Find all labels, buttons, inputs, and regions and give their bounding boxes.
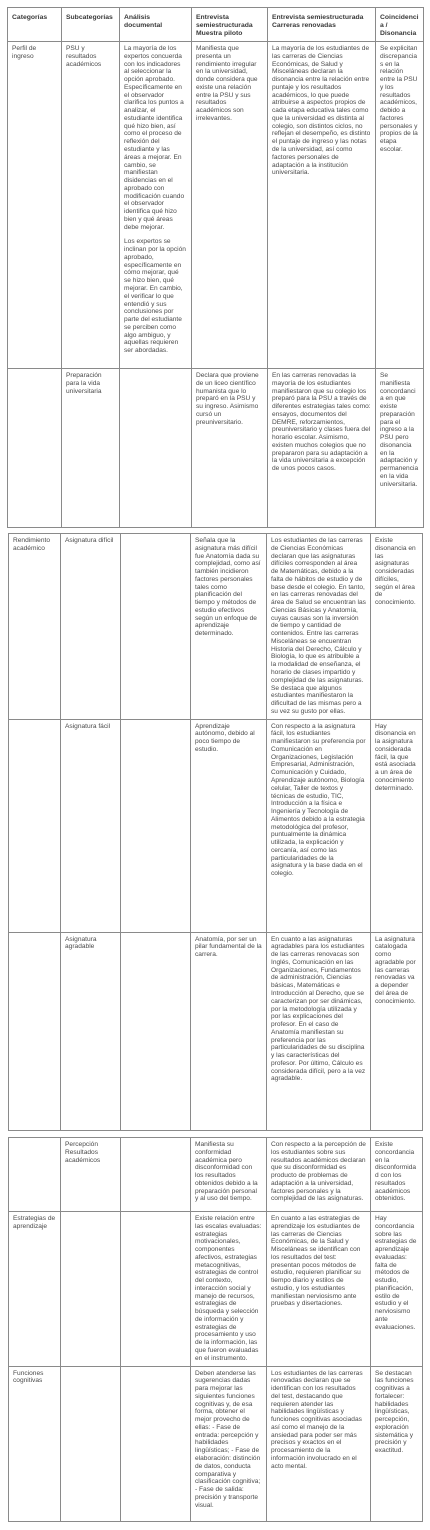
table-page-3 <box>8 1137 422 1522</box>
cell-coincidence: Se explicitan discrepancias en la relación entre la PSU y los resultados académicos, debido a factores personales y propios de la etapa escolar. <box>376 42 424 369</box>
cell-category <box>9 932 61 1130</box>
cell-renewed-interview: En cuanto a las estrategias de aprendizaje los estudiantes de las carreras de Ciencias Económicas, de la Salud y Misceláneas se identifican con los resultados del test: presentan pocos métodos de estudio, requieren planificar su tiempo diario y estilos de estudio, y los estudiantes manifiestan nerviosismo ante pruebas y disertaciones. <box>267 1212 371 1367</box>
cell-category: Funciones cognitivas <box>9 1366 61 1521</box>
cell-subcategory <box>61 1212 121 1367</box>
cell-category: Perfil de ingreso <box>8 42 62 369</box>
cell-renewed-interview: Los estudiantes de las carreras renovadas declaran que se identifican con los resultados del test, destacando que requieren atender las habilidades lingüísticas y funciones cognitivas asociadas así como el manejo de la ansiedad para poder ser más precisos y exactos en el procesamiento de la información involucrado en el acto mental. <box>267 1366 371 1521</box>
cell-renewed-interview: Con respecto a la percepción de los estudiantes sobre sus resultados académicos declaran que su disconformidad es producto de problemas de adaptación a la universidad, factores personales y la complejidad de las asignaturas. <box>267 1138 371 1212</box>
cell-pilot-interview: Existe relación entre las escalas evaluadas: estrategias motivacionales, componentes afectivos, estrategias metacognitivas, estrategias de control del contexto, interacción social y manejo de recursos, estrategias de búsqueda y selección de información y estrategias de procesamiento y uso de la información, las que fueron evaluadas en el instrumento. <box>191 1212 267 1367</box>
cell-subcategory: Preparación para la vida universitaria <box>62 369 120 528</box>
cell-document-analysis <box>121 534 191 720</box>
header-analisis-documental: Análisis documental <box>120 8 192 42</box>
cell-document-analysis <box>121 1138 191 1212</box>
cell-pilot-interview: Aprendizaje autónomo, debido al poco tiempo de estudio. <box>191 719 267 932</box>
cell-coincidence: Existe disonancia en las asignaturas consideradas difíciles, según el área de conocimiento. <box>371 534 423 720</box>
cell-subcategory: Asignatura fácil <box>61 719 121 932</box>
header-categorias: Categorías <box>8 8 62 42</box>
document-analysis-paragraph: Los expertos se inclinan por la opción aprobado, específicamente en cómo mejorar, qué se hizo bien, qué mejorar. En cambio, el verificar lo que entendió y sus conclusiones por parte del estudiante se perciben como algo ambiguo, y aquellas requieren ser abordadas. <box>124 238 186 355</box>
cell-pilot-interview: Manifiesta su conformidad académica pero disconformidad con los resultados obtenidos debido a la preparación personal y al uso del tiempo. <box>191 1138 267 1212</box>
table-row <box>9 1212 423 1367</box>
cell-coincidence: Se destacan las funciones cognitivas a fortalecer: habilidades lingüísticas, percepción, exploración sistemática y precisión y exactitud. <box>371 1366 423 1521</box>
cell-subcategory: Percepción Resultados académicos <box>61 1138 121 1212</box>
cell-document-analysis <box>120 42 192 369</box>
cell-renewed-interview: En cuanto a las asignaturas agradables para los estudiantes de las carreras renovacas son Inglés, Comunicación en las Organizaciones, Fundamentos de administración, Ciencias básicas, Matemáticas e Introducción al Derecho, que se caracterizan por ser dinámicas, por la metodología utilizada y por las explicaciones del profesor. En el caso de Anatomía manifiestan su preferencia por las particularidades de su disciplina y las características del profesor. Por último, Cálculo es considerada difícil, pero a la vez agradable. <box>267 932 371 1130</box>
cell-coincidence: Hay disonancia en la asignatura considerada fácil, la que está asociada a un área de conocimiento determinado. <box>371 719 423 932</box>
table-page-1 <box>7 7 423 528</box>
cell-category <box>9 1138 61 1212</box>
table-row <box>9 1366 423 1521</box>
cell-category <box>8 369 62 528</box>
cell-document-analysis <box>121 932 191 1130</box>
comparison-table-part-2 <box>8 533 423 1131</box>
cell-category: Rendimiento académico <box>9 534 61 720</box>
comparison-table-part-1 <box>7 7 424 528</box>
cell-renewed-interview: La mayoría de los estudiantes de las carreras de Ciencias Económicas, de Salud y Misceláneas declaran la disonancia entre la relación entre puntaje y los resultados académicos, lo que puede atribuirse a aspectos propios de cada etapa educativa tales como que la universidad es distinta al colegio, son distintos ciclos, no reflejan el desempeño, es distinto el puntaje de ingreso y las notas de la universidad, así como factores personales de adaptación a la institución universitaria. <box>268 42 376 369</box>
cell-coincidence: La asignatura catalogada como agradable por las carreras renovadas va a depender del área de conocimiento. <box>371 932 423 1130</box>
cell-renewed-interview: Con respecto a la asignatura fácil, los estudiantes manifiestaron su preferencia por Comunicación en Organizaciones, Legislación Empresarial, Administración, Comunicación y Cuidado, Aprendizaje autónomo, Biología celular, Taller de textos y técnicas de estudio, TIC, Introducción a la física e Ingeniería y Tecnología de Alimentos debido a la estrategia metodológica del profesor, puntualmente la dinámica utilizada, la explicación y cercanía, así como las particularidades de la asignatura y la base dada en el colegio. <box>267 719 371 932</box>
header-entrevista-renovadas: Entrevista semiestructurada Carreras renovadas <box>268 8 376 42</box>
cell-subcategory: Asignatura agradable <box>61 932 121 1130</box>
table-row <box>8 42 424 369</box>
table-row <box>9 719 423 932</box>
comparison-table-part-3 <box>8 1137 423 1522</box>
cell-renewed-interview: En las carreras renovadas la mayoría de los estudiantes manifiestaron que su colegio los preparó para la PSU a través de diferentes estrategias tales como: ensayos, documentos del DEMRE, reforzamientos, preuniversitario y clases fuera del horario escolar. Asimismo, existen muchos colegios que no prepararon para su adaptación a la vida universitaria a excepción de unos pocos casos. <box>268 369 376 528</box>
cell-pilot-interview: Manifiesta que presenta un rendimiento irregular en la universidad, donde considera que existe una relación entre la PSU y sus resultados académicos son irrelevantes. <box>192 42 268 369</box>
cell-subcategory: Asignatura difícil <box>61 534 121 720</box>
table-page-2 <box>8 533 422 1131</box>
cell-coincidence: Se manifiesta concordancia en que existe preparación para el ingreso a la PSU pero disonancia en la adaptación y permanencia en la vida universitaria. <box>376 369 424 528</box>
cell-subcategory <box>61 1366 121 1521</box>
cell-coincidence: Existe concordancia en la disconformidad con los resultados académicos obtenidos. <box>371 1138 423 1212</box>
header-coincidencia: Coincidencia / Disonancia <box>376 8 424 42</box>
table-row <box>9 1138 423 1212</box>
table-header-row <box>8 8 424 42</box>
cell-renewed-interview: Los estudiantes de las carreras de Ciencias Económicas declaran que las asignaturas difíciles corresponden al área de Matemáticas, debido a la falta de hábitos de estudio y de base desde el colegio. En tanto, en las carreras renovadas del área de Salud se encuentran las Ciencias Básicas y Anatomía, cuyas causas son la inversión de tiempo y cantidad de contenidos. Entre las carreras Misceláneas se encuentran Historia del Derecho, Cálculo y Biología, lo que es atribuible a la modalidad de enseñanza, el horario de clases impartido y complejidad de las asignaturas. Se destaca que algunos estudiantes manifiestaron la dificultad de las mismas pero a su vez su gusto por ellas. <box>267 534 371 720</box>
cell-coincidence: Hay concordancia sobre las estrategias de aprendizaje evaluadas: falta de métodos de estudio, planificación, estilo de estudio y el nerviosismo ante evaluaciones. <box>371 1212 423 1367</box>
header-entrevista-piloto: Entrevista semiestructurada Muestra piloto <box>192 8 268 42</box>
cell-document-analysis <box>121 719 191 932</box>
cell-category <box>9 719 61 932</box>
cell-pilot-interview: Anatomía, por ser un pilar fundamental de la carrera. <box>191 932 267 1130</box>
cell-subcategory: PSU y resultados académicos <box>62 42 120 369</box>
cell-document-analysis <box>120 369 192 528</box>
cell-category: Estrategias de aprendizaje <box>9 1212 61 1367</box>
cell-pilot-interview: Señala que la asignatura más difícil fue Anatomía dada su complejidad, como así también incidieron factores personales tales como planificación del tiempo y métodos de estudio efectivos según un enfoque de aprendizaje determinado. <box>191 534 267 720</box>
document-analysis-paragraph: La mayoría de los expertos concuerda con los indicadores al seleccionar la opción aprobado. Específicamente en el observador clarifica los puntos a analizar, el estudiante identifica qué hizo bien, así como el proceso de reflexión del estudiante y las áreas a mejorar. En cambio, se manifiestan disidencias en el aprobado con modificación cuando el observador identifica qué hizo bien y qué áreas debe mejorar. <box>124 45 185 231</box>
header-subcategorias: Subcategorías <box>62 8 120 42</box>
table-row <box>9 534 423 720</box>
cell-document-analysis <box>121 1212 191 1367</box>
cell-document-analysis <box>121 1366 191 1521</box>
cell-pilot-interview: Deben atenderse las sugerencias dadas para mejorar las siguientes funciones cognitivas y, de esa forma, obtener el mejor provecho de ellas: - Fase de entrada: percepción y habilidades lingüísticas; - Fase de elaboración: distinción de datos, conducta comparativa y clasificación cognitiva; - Fase de salida: precisión y transporte visual. <box>191 1366 267 1521</box>
table-row <box>8 369 424 528</box>
cell-pilot-interview: Declara que proviene de un liceo científico humanista que lo preparó en la PSU y su ingreso. Asimismo cursó un preuniversitario. <box>192 369 268 528</box>
table-row <box>9 932 423 1130</box>
